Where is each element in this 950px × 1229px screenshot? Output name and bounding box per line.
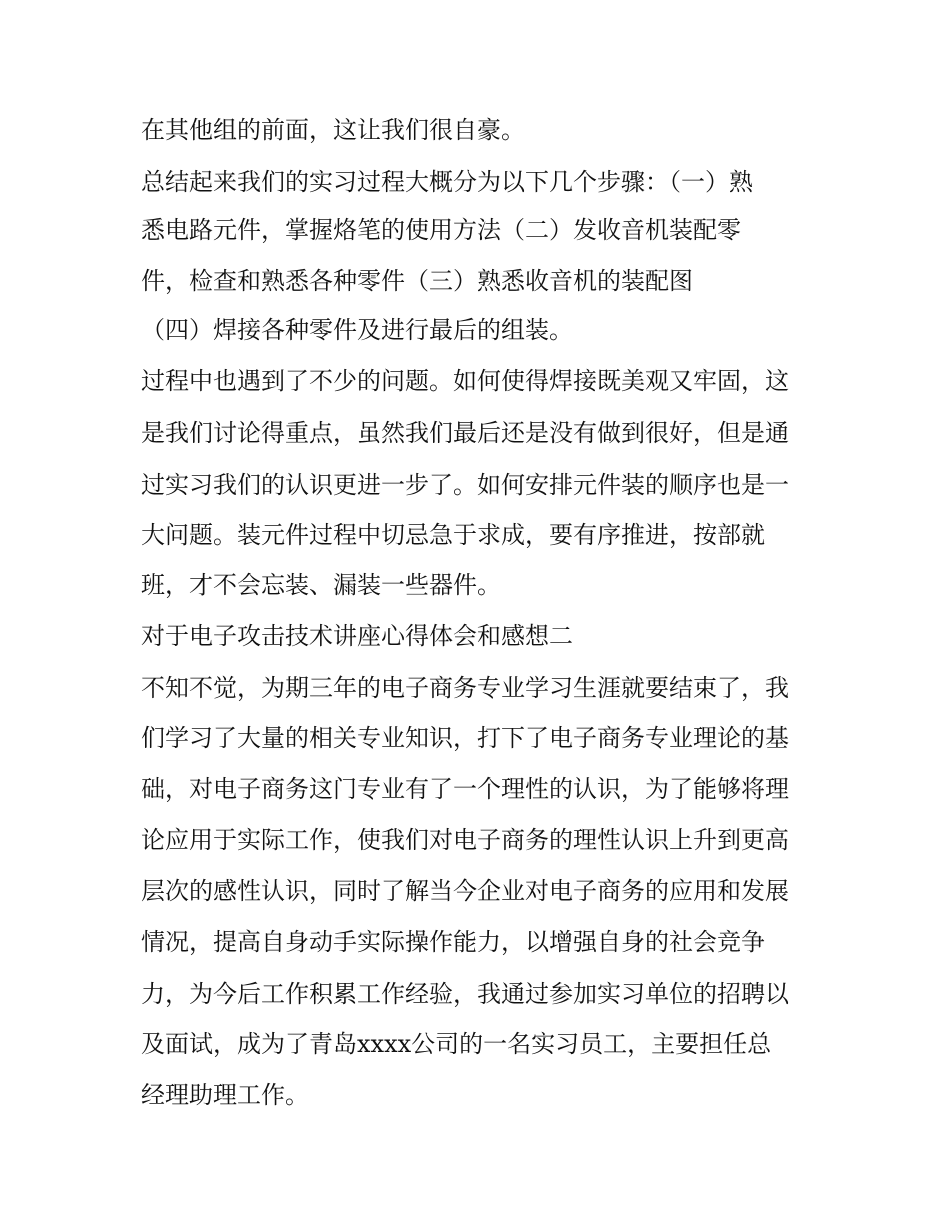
text-line: 在其他组的前面，这让我们很自豪。	[141, 116, 525, 144]
text-line: 及面试，成为了青岛xxxx公司的一名实习员工，主要担任总	[141, 1030, 772, 1058]
text-line: （四）焊接各种零件及进行最后的组装。	[141, 316, 573, 344]
text-line: 班，才不会忘装、漏装一些器件。	[141, 571, 501, 599]
section-heading: 对于电子攻击技术讲座心得体会和感想二	[141, 622, 573, 650]
text-line: 力，为今后工作积累工作经验，我通过参加实习单位的招聘以	[141, 980, 789, 1008]
text-line: 总结起来我们的实习过程大概分为以下几个步骤：（一）熟	[141, 168, 753, 196]
text-line: 大问题。装元件过程中切忌急于求成，要有序推进，按部就	[141, 521, 765, 549]
text-line: 础，对电子商务这门专业有了一个理性的认识，为了能够将理	[141, 775, 789, 803]
text-line: 悉电路元件，掌握烙笔的使用方法（二）发收音机装配零	[141, 216, 741, 244]
text-line: 不知不觉，为期三年的电子商务专业学习生涯就要结束了，我	[141, 674, 789, 702]
text-line: 论应用于实际工作，使我们对电子商务的理性认识上升到更高	[141, 826, 789, 854]
text-line: 件，检查和熟悉各种零件（三）熟悉收音机的装配图	[141, 267, 693, 295]
text-line: 经理助理工作。	[141, 1081, 309, 1109]
text-line: 们学习了大量的相关专业知识，打下了电子商务专业理论的基	[141, 724, 789, 752]
text-line: 层次的感性认识，同时了解当今企业对电子商务的应用和发展	[141, 877, 789, 905]
text-line: 是我们讨论得重点，虽然我们最后还是没有做到很好，但是通	[141, 419, 789, 447]
text-line: 过程中也遇到了不少的问题。如何使得焊接既美观又牢固，这	[141, 367, 789, 395]
text-line: 过实习我们的认识更进一步了。如何安排元件装的顺序也是一	[141, 471, 789, 499]
text-line: 情况，提高自身动手实际操作能力，以增强自身的社会竞争	[141, 928, 765, 956]
